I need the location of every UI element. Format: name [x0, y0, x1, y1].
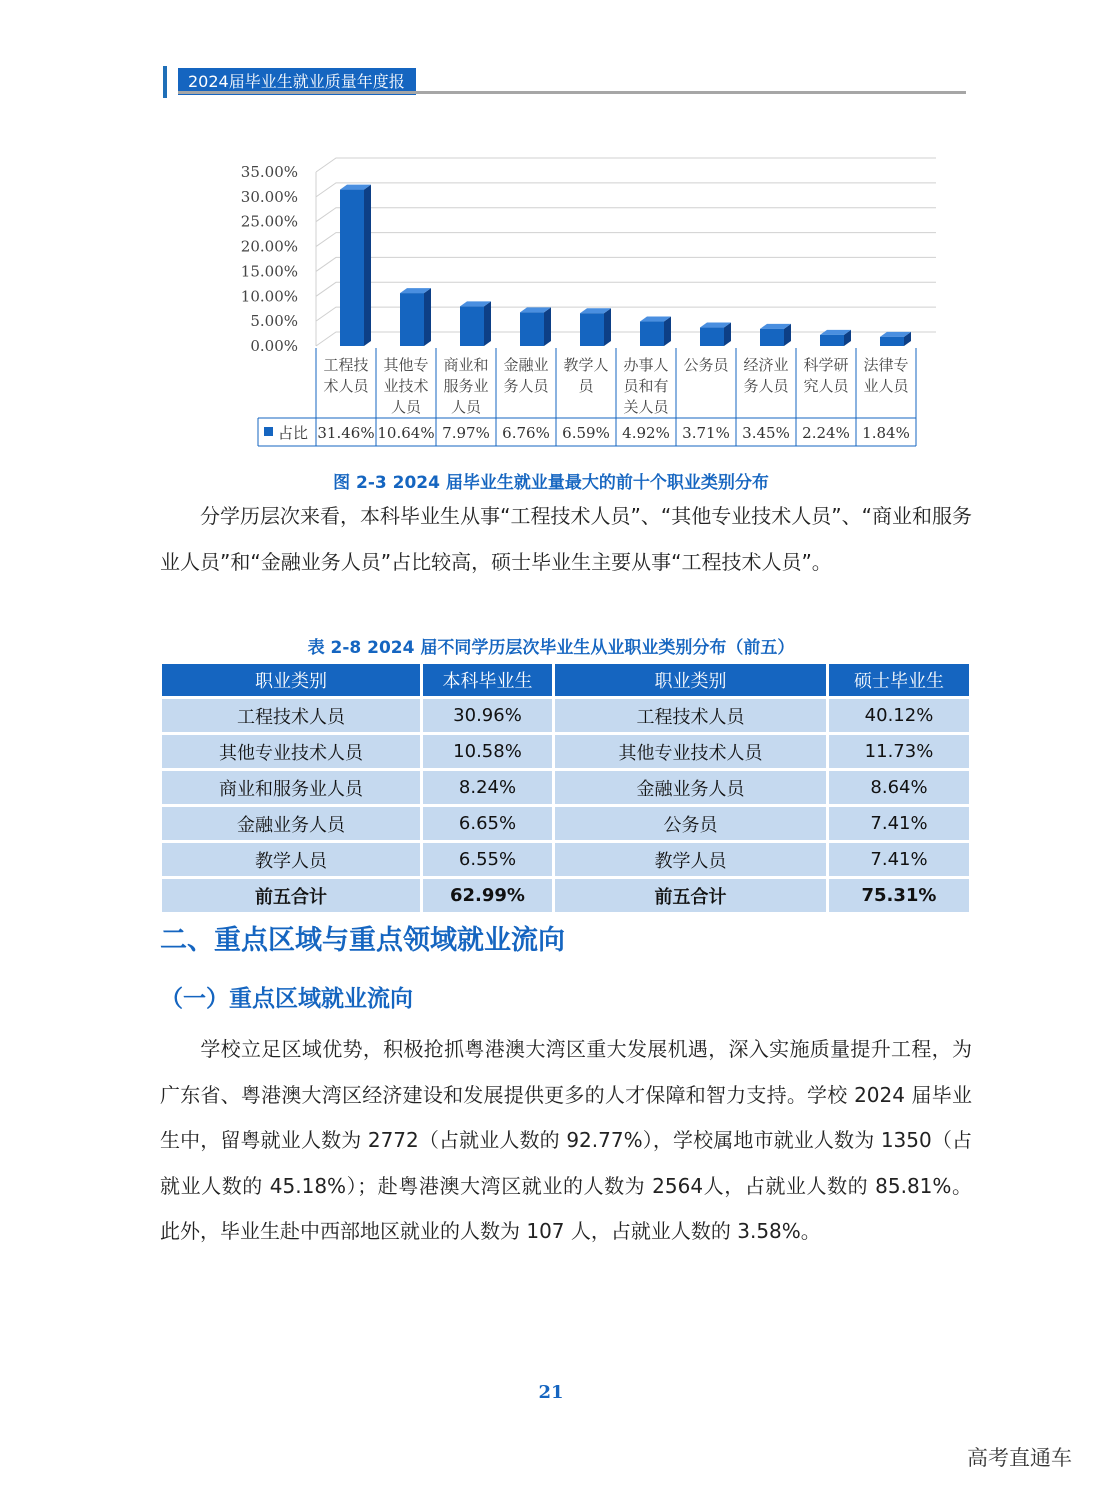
- paragraph-education-level: 分学历层次来看，本科毕业生从事“工程技术人员”、“其他专业技术人员”、“商业和服务业人员”和“金融业务人员”占比较高，硕士毕业生主要从事“工程技术人员”。: [160, 504, 972, 574]
- category-label: 教学人: [563, 356, 609, 374]
- value-label: 10.64%: [377, 424, 435, 442]
- y-tick-label: 30.00%: [240, 187, 298, 206]
- category-label: 商业和: [443, 356, 489, 374]
- category-label: 其他专: [383, 356, 429, 374]
- subsection-heading: （一）重点区域就业流向: [160, 986, 413, 1012]
- table-row: [162, 843, 969, 876]
- table-cell: 8.64%: [829, 771, 969, 804]
- table-row: [162, 699, 969, 732]
- table-cell: 金融业务人员: [555, 771, 826, 804]
- table-cell: 教学人员: [555, 843, 826, 876]
- table-header-cell: 本科毕业生: [423, 664, 552, 696]
- gridline: [316, 183, 936, 197]
- category-label: 员和有: [623, 377, 669, 395]
- y-tick-label: 35.00%: [240, 163, 298, 181]
- table-cell: 商业和服务业人员: [162, 771, 420, 804]
- table-cell: 7.41%: [829, 807, 969, 840]
- category-label: 业技术: [383, 377, 429, 395]
- value-label: 31.46%: [317, 424, 375, 442]
- category-label: 关人员: [623, 398, 669, 416]
- table-cell: 教学人员: [162, 843, 420, 876]
- bar-其他专业技术人员: [400, 288, 431, 346]
- table-row: [162, 735, 969, 768]
- category-label: 经济业: [743, 356, 789, 374]
- gridline: [316, 208, 936, 222]
- page-number: 21: [538, 1382, 564, 1403]
- occupation-bar-chart: [240, 150, 940, 450]
- table-cell: 6.65%: [423, 807, 552, 840]
- bar-法律专业人员: [880, 332, 911, 346]
- table-row: [162, 807, 969, 840]
- header-rule: [178, 91, 966, 94]
- table-cell: 8.24%: [423, 771, 552, 804]
- header-accent-bar: [163, 66, 167, 98]
- table-cell: 前五合计: [555, 879, 826, 912]
- table-cell: 75.31%: [829, 879, 969, 912]
- bar-科学研究人员: [820, 330, 851, 346]
- category-label: 人员: [390, 398, 422, 416]
- table-cell: 62.99%: [423, 879, 552, 912]
- table-cell: 6.55%: [423, 843, 552, 876]
- table-header-cell: 职业类别: [162, 664, 420, 696]
- value-label: 6.76%: [502, 424, 550, 442]
- table-cell: 7.41%: [829, 843, 969, 876]
- bar-教学人员: [580, 308, 611, 346]
- gridline: [316, 233, 936, 247]
- category-label: 务人员: [743, 377, 789, 395]
- value-label: 3.45%: [742, 424, 790, 442]
- category-label: 业人员: [863, 377, 909, 395]
- value-label: 4.92%: [622, 424, 670, 442]
- y-tick-label: 20.00%: [240, 237, 298, 256]
- value-label: 2.24%: [802, 424, 850, 442]
- y-tick-label: 15.00%: [240, 262, 298, 281]
- y-tick-label: 10.00%: [240, 287, 298, 306]
- table-header-cell: 职业类别: [555, 664, 826, 696]
- bar-经济业务人员: [760, 324, 791, 346]
- bar-办事人员和有关人员: [640, 317, 671, 346]
- table-header-row: [162, 664, 969, 696]
- y-tick-label: 5.00%: [250, 312, 298, 331]
- category-label: 人员: [450, 398, 482, 416]
- table-cell: 30.96%: [423, 699, 552, 732]
- gridline: [316, 158, 936, 172]
- category-label: 金融业: [503, 356, 549, 374]
- bar-工程技术人员: [340, 185, 371, 346]
- table-cell: 公务员: [555, 807, 826, 840]
- bar-商业和服务业人员: [460, 301, 491, 346]
- table-row: [162, 771, 969, 804]
- watermark: 高考直通车: [967, 1446, 1072, 1470]
- category-label: 究人员: [803, 377, 849, 395]
- legend-swatch: [264, 427, 273, 436]
- category-label: 术人员: [323, 377, 369, 395]
- legend-label: 占比: [278, 424, 309, 442]
- table-cell: 10.58%: [423, 735, 552, 768]
- table-cell: 其他专业技术人员: [162, 735, 420, 768]
- category-label: 办事人: [623, 356, 669, 374]
- category-label: 科学研: [803, 356, 849, 374]
- category-label: 工程技: [323, 356, 369, 374]
- table-caption: 表 2-8 2024 届不同学历层次毕业生从业职业类别分布（前五）: [307, 638, 795, 658]
- category-label: 公务员: [683, 356, 729, 374]
- value-label: 1.84%: [862, 424, 910, 442]
- report-title: 2024届毕业生就业质量年度报告: [178, 68, 416, 95]
- paragraph-regional-employment: 学校立足区域优势，积极抢抓粤港澳大湾区重大发展机遇，深入实施质量提升工程，为广东省、粤港澳大湾区经济建设和发展提供更多的人才保障和智力支持。学校 2024 届毕业生中，留粤就业人数为 2772（占就业人数的 92.77%），学校属地市就业人数为 1350（占就业人数的 45.18%）；赴粤港澳大湾区就业的人数为 2564人，占就业人数的 85.81%。此外，毕业生赴中西部地区就业的人数为 107 人，占就业人数的 3.58%。: [160, 1037, 972, 1243]
- figure-caption: 图 2-3 2024 届毕业生就业量最大的前十个职业类别分布: [333, 473, 769, 493]
- table-header-cell: 硕士毕业生: [829, 664, 969, 696]
- table-cell: 11.73%: [829, 735, 969, 768]
- bar-公务员: [700, 323, 731, 346]
- value-label: 6.59%: [562, 424, 610, 442]
- table-cell: 金融业务人员: [162, 807, 420, 840]
- value-label: 3.71%: [682, 424, 730, 442]
- table-cell: 工程技术人员: [555, 699, 826, 732]
- bar-金融业务人员: [520, 307, 551, 346]
- gridline: [316, 257, 936, 271]
- chart-data-table: [258, 348, 916, 446]
- category-label: 务人员: [503, 377, 549, 395]
- y-tick-label: 0.00%: [250, 337, 298, 355]
- value-label: 7.97%: [442, 424, 490, 442]
- table-total-row: [162, 879, 969, 912]
- occupation-by-degree-table: [159, 661, 972, 915]
- y-tick-label: 25.00%: [240, 212, 298, 231]
- table-cell: 前五合计: [162, 879, 420, 912]
- table-cell: 其他专业技术人员: [555, 735, 826, 768]
- category-label: 服务业: [443, 377, 489, 395]
- table-cell: 40.12%: [829, 699, 969, 732]
- section-heading: 二、重点区域与重点领域就业流向: [160, 925, 565, 956]
- category-label: 员: [578, 377, 594, 395]
- table-cell: 工程技术人员: [162, 699, 420, 732]
- category-label: 法律专: [863, 356, 909, 374]
